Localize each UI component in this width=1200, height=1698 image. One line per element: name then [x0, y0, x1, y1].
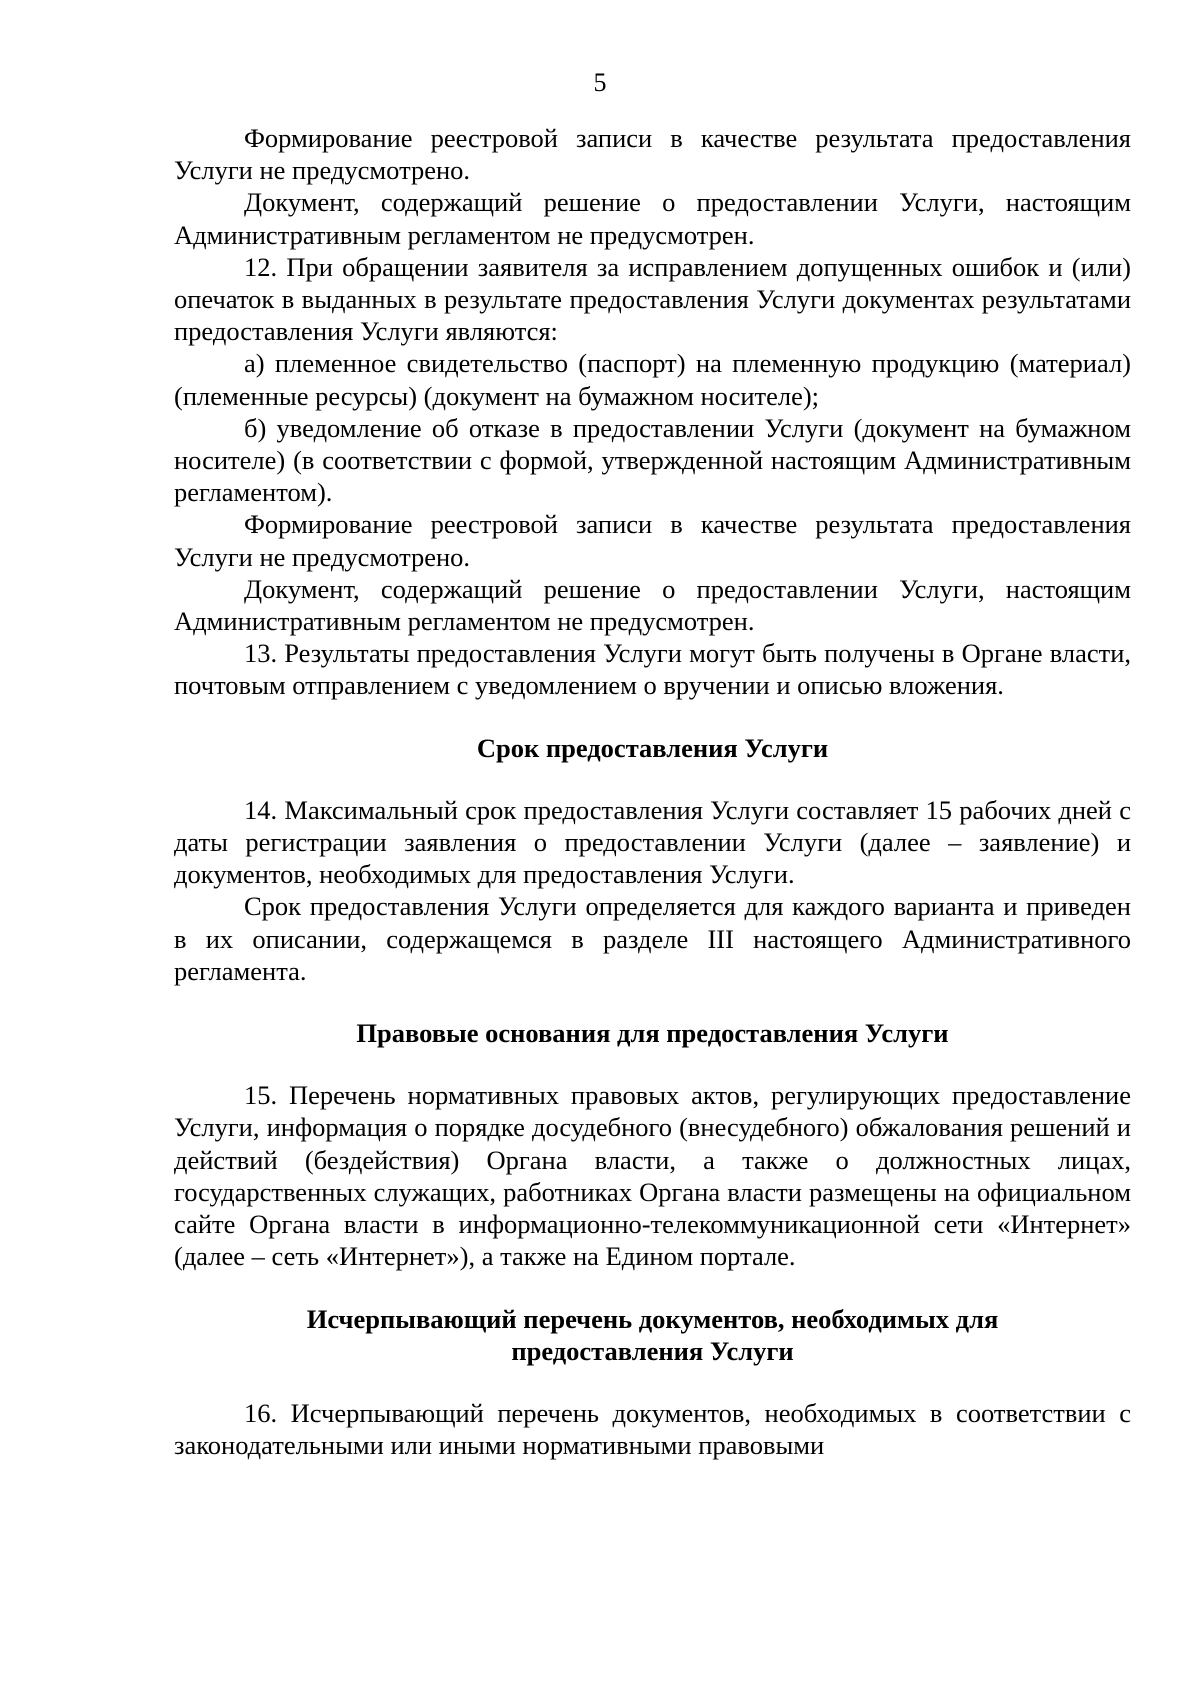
- paragraph: 13. Результаты предоставления Услуги могут быть получены в Органе власти, почтовым отправлением с уведомлением о вручении и описью вложения.: [174, 638, 1131, 701]
- list-item-b: б) уведомление об отказе в предоставлении Услуги (документ на бумажном носителе) (в соответствии с формой, утвержденной настоящим Административным регламентом).: [174, 412, 1131, 508]
- paragraph: 16. Исчерпывающий перечень документов, необходимых в соответствии с законодательными или иными нормативными правовыми: [174, 1397, 1131, 1461]
- section-heading: Правовые основания для предоставления Услуги: [356, 1018, 949, 1049]
- paragraph: 12. При обращении заявителя за исправлением допущенных ошибок и (или) опечаток в выданных в результате предоставления Услуги документах результатами предоставления Услуги являются:: [174, 251, 1131, 347]
- paragraph: Формирование реестровой записи в качестве результата предоставления Услуги не предусмотрено.: [174, 123, 1131, 186]
- section-heading-line-2: предоставления Услуги: [511, 1335, 794, 1366]
- document-body: [174, 122, 1131, 1461]
- section-heading-line-1: Исчерпывающий перечень документов, необходимых для: [306, 1303, 999, 1334]
- list-item-a: а) племенное свидетельство (паспорт) на племенную продукцию (материал) (племенные ресурсы) (документ на бумажном носителе);: [174, 348, 1131, 411]
- paragraph: Срок предоставления Услуги определяется для каждого варианта и приведен в их описании, содержащемся в разделе III настоящего Административного регламента.: [174, 891, 1131, 986]
- paragraph: 14. Максимальный срок предоставления Услуги составляет 15 рабочих дней с даты регистрации заявления о предоставлении Услуги (далее – заявление) и документов, необходимых для предоставления Услуги.: [174, 794, 1131, 890]
- paragraph: 15. Перечень нормативных правовых актов, регулирующих предоставление Услуги, информация о порядке досудебного (внесудебного) обжалования решений и действий (бездействия) Органа власти, а также о должностных лицах, государственных служащих, работниках Органа власти размещены на официальном сайте Органа власти в информационно-телекоммуникационной сети «Интернет» (далее – сеть «Интернет»), а также на Едином портале.: [174, 1080, 1131, 1272]
- page-number: 5: [593, 68, 607, 97]
- paragraph: Документ, содержащий решение о предоставлении Услуги, настоящим Административным регламентом не предусмотрен.: [174, 573, 1131, 637]
- paragraph: Формирование реестровой записи в качестве результата предоставления Услуги не предусмотрено.: [174, 509, 1131, 572]
- section-heading: Срок предоставления Услуги: [476, 732, 829, 763]
- paragraph: Документ, содержащий решение о предоставлении Услуги, настоящим Административным регламентом не предусмотрен.: [174, 187, 1131, 250]
